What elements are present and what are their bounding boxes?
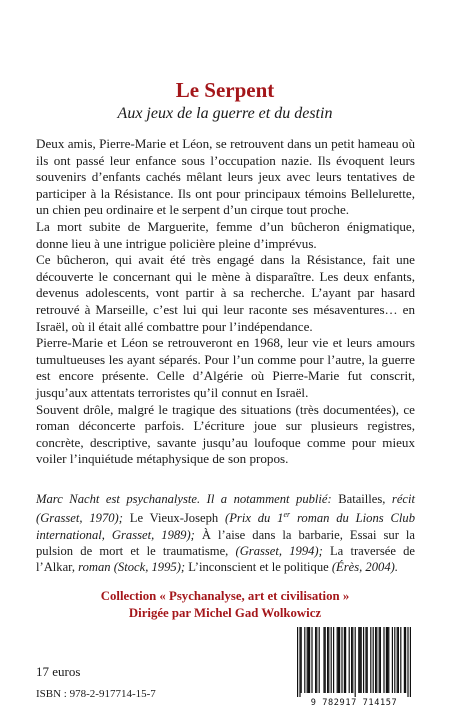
barcode-bar <box>311 627 312 693</box>
collection-name: Collection « Psychanalyse, art et civilisation » <box>100 589 350 603</box>
bio-title: À l’aise dans la barbarie, Essai sur la pulsion de mort et le traumatisme, <box>36 527 415 558</box>
barcode-bar <box>397 627 398 693</box>
barcode-bar <box>327 627 328 693</box>
barcode-bar <box>351 627 352 693</box>
bio-intro: Marc Nacht est psychanalyste. Il a notamment publié: <box>36 492 332 506</box>
barcode-digits: 9 782917 714157 <box>310 698 398 708</box>
barcode-bar <box>383 627 384 693</box>
bio-superscript: er <box>283 510 291 520</box>
barcode-bar <box>319 627 320 693</box>
bio-detail: récit (Grasset, 1970); <box>36 492 416 526</box>
bio-detail: (Grasset, 1994); <box>235 543 323 558</box>
barcode-icon <box>293 625 415 697</box>
barcode-bar <box>363 627 364 693</box>
synopsis-paragraph: Deux amis, Pierre-Marie et Léon, se retrouvent dans un petit hameau où ils ont passé leur enfance sous l’occupation nazie. Ils évoquent leurs souvenirs d’enfants cachés mêlant leurs jeux avec leurs tentatives de participer à la Résistance. Ils ont pour principaux témoins Bellelurette, un chien peu ordinaire et le serpent d’un cirque tout proche. <box>36 136 415 218</box>
barcode-bar <box>386 627 387 693</box>
barcode-bar <box>309 627 310 693</box>
barcode-bar <box>370 627 371 693</box>
barcode-bar <box>373 627 374 693</box>
barcode-bar <box>344 627 345 693</box>
book-title: Le Serpent <box>175 78 275 102</box>
barcode-bar <box>404 627 405 693</box>
bio-detail: (Prix du 1 <box>225 511 284 526</box>
bio-detail: roman du Lions Club international, Grasset, 1989); <box>36 511 416 542</box>
price: 17 euros <box>36 664 81 679</box>
barcode-bar <box>338 627 339 693</box>
barcode-bar <box>407 627 408 697</box>
barcode-bar <box>358 627 359 693</box>
barcode-bar <box>301 627 302 693</box>
bio-title: L’inconscient et le politique <box>185 560 332 574</box>
barcode-bar <box>299 627 300 697</box>
barcode-bar <box>380 627 381 693</box>
bio-title: Le Vieux-Joseph <box>122 511 226 526</box>
barcode-bar <box>367 627 368 693</box>
barcode-bar <box>341 627 342 693</box>
barcode-bar <box>345 627 346 693</box>
barcode-bar <box>304 627 305 693</box>
synopsis-paragraph: Souvent drôle, malgré le tragique des situations (très documentées), ce roman déconcerte parfois. L’écriture joue sur plusieurs registres, concrète, descriptive, savante jusqu’au loufoque comme pour mieux voiler l’inquiétude métaphysique de son propos. <box>36 401 415 467</box>
barcode-bar <box>392 627 393 693</box>
barcode-bar <box>387 627 388 693</box>
barcode-bar <box>388 627 389 693</box>
barcode-bar <box>361 627 362 693</box>
book-subtitle: Aux jeux de la guerre et du destin <box>117 105 333 122</box>
barcode-bar <box>352 627 353 693</box>
barcode-bar <box>307 627 308 693</box>
barcode-bar <box>323 627 324 693</box>
synopsis <box>36 136 415 468</box>
bio-title: Batailles, <box>331 492 392 506</box>
barcode-bar <box>398 627 399 693</box>
barcode-bar <box>339 627 340 693</box>
barcode-bar <box>400 627 401 693</box>
barcode-bar <box>315 627 316 693</box>
bio-detail: (Érès, 2004). <box>331 560 398 574</box>
barcode-bar <box>328 627 329 693</box>
barcode-bar <box>376 627 377 693</box>
barcode-bar <box>316 627 317 693</box>
isbn-barcode <box>293 625 415 711</box>
barcode-bar <box>337 627 338 693</box>
collection-director: Dirigée par Michel Gad Wolkowicz <box>128 606 322 620</box>
barcode-bar <box>365 627 366 693</box>
barcode-bar <box>297 627 298 697</box>
barcode-bar <box>349 627 350 693</box>
barcode-bar <box>410 627 411 697</box>
bio-title: La traversée de l’Alkar, <box>36 543 415 574</box>
barcode-bar <box>355 627 356 697</box>
barcode-bar <box>359 627 360 693</box>
barcode-bar <box>331 627 332 693</box>
collection-info <box>0 588 450 622</box>
bio-detail: roman (Stock, 1995); <box>78 560 186 574</box>
barcode-bar <box>333 627 334 693</box>
barcode-bar <box>394 627 395 693</box>
barcode-bar <box>308 627 309 693</box>
synopsis-paragraph: La mort subite de Marguerite, femme d’un bûcheron énigmatique, donne lieu à une intrigue policière pleine d’imprévus. <box>36 218 415 251</box>
barcode-bar <box>325 627 326 693</box>
barcode-bar <box>405 627 406 693</box>
barcode-bar <box>379 627 380 693</box>
synopsis-paragraph: Ce bûcheron, qui avait été très engagé dans la Résistance, fait une découverte le concernant qui le mène à disparaître. Les deux enfants, devenus adolescents, vont partir à sa recherche. L’ayant par hasard retrouvé à Marseille, c’est lui qui leur raconte ses mésaventures… en Israël, où il était allé combattre pour l’indépendance. <box>36 252 415 334</box>
author-bio <box>36 491 415 575</box>
barcode-bar <box>375 627 376 693</box>
isbn: ISBN : 978-2-917714-15-7 <box>36 688 156 700</box>
synopsis-paragraph: Pierre-Marie et Léon se retrouveront en 1968, leur vie et leurs amours tumultueuses les ayant séparés. Pour l’un comme pour l’autre, la guerre est encore présente. Celle d’Algérie où Pierre-Marie fut conscrit, jusqu’aux attentats terroristes qu’il connut en Israël. <box>36 335 415 400</box>
